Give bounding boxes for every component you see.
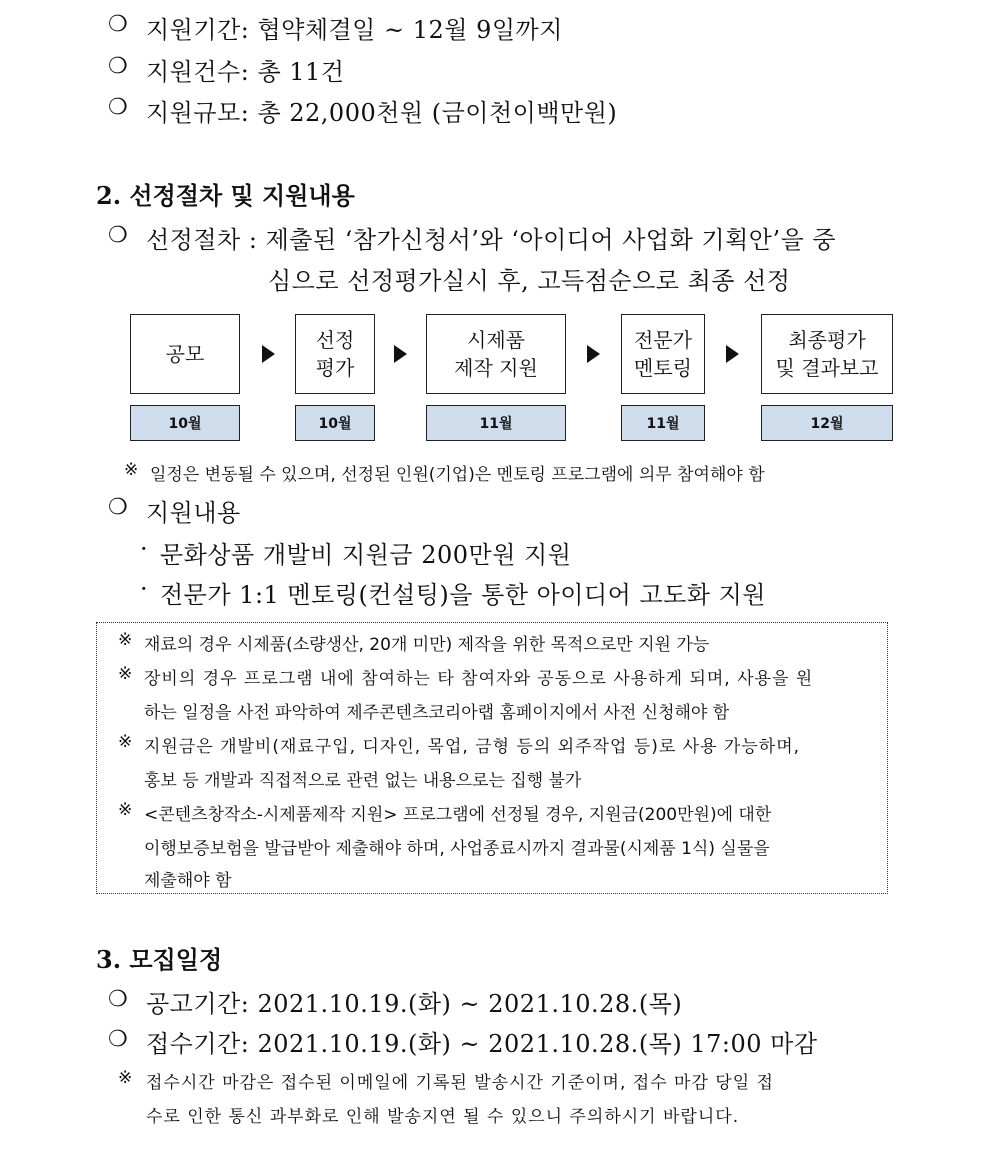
note-insurance-cont: 이행보증보험을 발급받아 제출해야 하며, 사업종료시까지 결과물(시제품 1식) 실물을 — [144, 839, 770, 859]
note-mark-icon: ※ — [118, 630, 133, 650]
arrow-right-icon — [587, 345, 600, 363]
note-funds-cont: 홍보 등 개발과 직접적으로 관련 없는 내용으로는 집행 불가 — [144, 771, 582, 791]
procedure-line-1: 선정절차 : 제출된 ‘참가신청서’와 ‘아이디어 사업화 기획안’을 중 — [146, 226, 837, 254]
month-label: 11월 — [426, 405, 566, 441]
receipt-caution-cont: 수로 인한 통신 과부화로 인해 발송지연 될 수 있으니 주의하시기 바랍니다. — [146, 1107, 740, 1127]
bullet-icon: ❍ — [108, 1027, 128, 1052]
flow-step-selection: 선정 평가 — [295, 314, 375, 394]
bullet-icon: ❍ — [108, 223, 128, 248]
receipt-period: 접수기간: 2021.10.19.(화) ~ 2021.10.28.(목) 17:00 마감 — [146, 1030, 818, 1058]
schedule-note: 일정은 변동될 수 있으며, 선정된 인원(기업)은 멘토링 프로그램에 의무 참여해야 함 — [150, 465, 765, 485]
arrow-right-icon — [394, 345, 407, 363]
note-equipment-cont: 하는 일정을 사전 파악하여 제주콘텐츠코리아랩 홈페이지에서 사전 신청해야 함 — [144, 703, 730, 723]
month-label: 10월 — [295, 405, 375, 441]
month-label: 12월 — [761, 405, 893, 441]
note-funds: 지원금은 개발비(재료구입, 디자인, 목업, 금형 등의 외주작업 등)로 사용 가능하며, — [144, 737, 801, 757]
note-insurance: <콘텐츠창작소-시제품제작 지원> 프로그램에 선정될 경우, 지원금(200만원)에 대한 — [144, 805, 772, 825]
arrow-right-icon — [262, 345, 275, 363]
bullet-icon: ❍ — [108, 95, 128, 120]
note-mark-icon: ※ — [118, 1068, 133, 1088]
dot-icon: · — [140, 575, 149, 603]
procedure-line-2: 심으로 선정평가실시 후, 고득점순으로 최종 선정 — [268, 267, 791, 295]
bullet-icon: ❍ — [108, 495, 128, 520]
bullet-icon: ❍ — [108, 987, 128, 1012]
flow-step-contest: 공모 — [130, 314, 240, 394]
note-mark-icon: ※ — [118, 800, 133, 820]
flow-step-mentoring: 전문가 멘토링 — [621, 314, 705, 394]
arrow-right-icon — [726, 345, 739, 363]
support-period: 지원기간: 협약체결일 ~ 12월 9일까지 — [146, 16, 563, 44]
month-label: 11월 — [621, 405, 705, 441]
flow-step-prototype: 시제품 제작 지원 — [426, 314, 566, 394]
flow-step-final-report: 최종평가 및 결과보고 — [761, 314, 893, 394]
notice-period: 공고기간: 2021.10.19.(화) ~ 2021.10.28.(목) — [146, 990, 683, 1018]
note-mark-icon: ※ — [118, 664, 133, 684]
note-mark-icon: ※ — [124, 460, 139, 480]
note-equipment: 장비의 경우 프로그램 내에 참여하는 타 참여자와 공동으로 사용하게 되며, 사용을 원 — [144, 669, 814, 689]
section2-heading: 2. 선정절차 및 지원내용 — [96, 181, 355, 210]
dot-icon: · — [140, 535, 149, 563]
support-content-title: 지원내용 — [146, 499, 241, 527]
note-materials: 재료의 경우 시제품(소량생산, 20개 미만) 제작을 위한 목적으로만 지원 가능 — [144, 635, 710, 655]
month-label: 10월 — [130, 405, 240, 441]
support-count: 지원건수: 총 11건 — [146, 58, 345, 86]
support-item: 전문가 1:1 멘토링(컨설팅)을 통한 아이디어 고도화 지원 — [160, 581, 766, 609]
note-mark-icon: ※ — [118, 732, 133, 752]
bullet-icon: ❍ — [108, 12, 128, 37]
receipt-caution: 접수시간 마감은 접수된 이메일에 기록된 발송시간 기준이며, 접수 마감 당일 접 — [146, 1073, 774, 1093]
support-item: 문화상품 개발비 지원금 200만원 지원 — [160, 541, 572, 569]
note-insurance-end: 제출해야 함 — [144, 871, 232, 891]
bullet-icon: ❍ — [108, 54, 128, 79]
support-scale: 지원규모: 총 22,000천원 (금이천이백만원) — [146, 99, 618, 127]
section3-heading: 3. 모집일정 — [96, 945, 223, 974]
